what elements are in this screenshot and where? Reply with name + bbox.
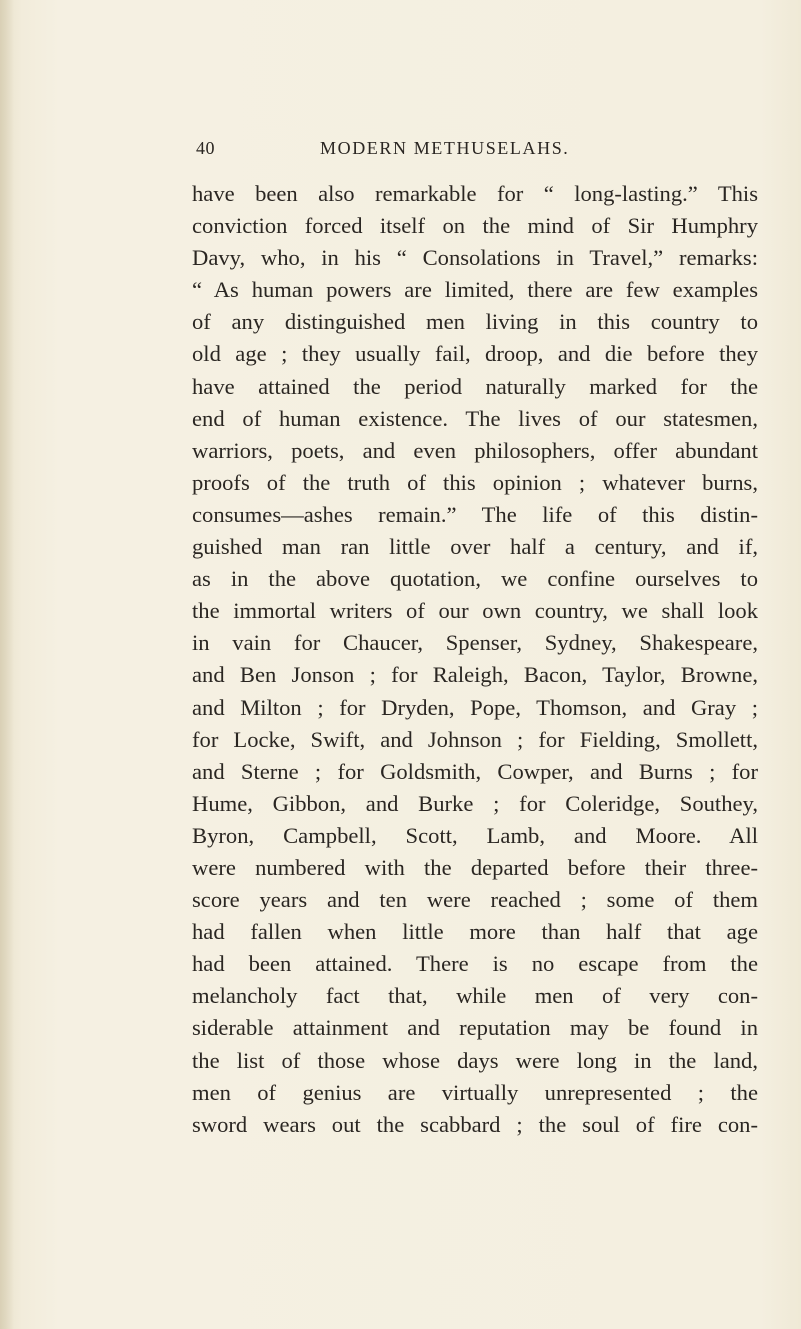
page-gutter-shadow [0, 0, 14, 1329]
text-line: conviction forced itself on the mind of Sir Humphry [192, 213, 758, 239]
text-line: and Milton ; for Dryden, Pope, Thomson, and Gray ; [192, 694, 758, 720]
text-line: had been attained. There is no escape from the [192, 951, 758, 977]
text-line: as in the above quotation, we confine ourselves to [192, 566, 758, 592]
text-line: have attained the period naturally marked for the [192, 373, 758, 399]
text-line: had fallen when little more than half that age [192, 919, 758, 945]
text-line: consumes—ashes remain.” The life of this distin- [192, 501, 758, 527]
text-line: proofs of the truth of this opinion ; whatever burns, [192, 469, 758, 495]
text-line: for Locke, Swift, and Johnson ; for Fielding, Smollett, [192, 726, 758, 752]
text-line: “ As human powers are limited, there are few examples [192, 277, 758, 303]
text-line: siderable attainment and reputation may be found in [192, 1015, 758, 1041]
text-line: Hume, Gibbon, and Burke ; for Coleridge, Southey, [192, 790, 758, 816]
text-line: old age ; they usually fail, droop, and die before they [192, 341, 758, 367]
text-line: the immortal writers of our own country, we shall look [192, 598, 758, 624]
page-number: 40 [196, 138, 215, 158]
text-line: warriors, poets, and even philosophers, offer abundant [192, 437, 758, 463]
text-line: and Ben Jonson ; for Raleigh, Bacon, Taylor, Browne, [192, 662, 758, 688]
text-line: men of genius are virtually unrepresented ; the [192, 1079, 758, 1105]
text-line: in vain for Chaucer, Spenser, Sydney, Shakespeare, [192, 630, 758, 656]
body-text [192, 178, 758, 1141]
text-line: the list of those whose days were long in the land, [192, 1047, 758, 1073]
text-line: score years and ten were reached ; some of them [192, 887, 758, 913]
text-line: and Sterne ; for Goldsmith, Cowper, and Burns ; for [192, 758, 758, 784]
text-line: of any distinguished men living in this country to [192, 309, 758, 335]
text-line: Byron, Campbell, Scott, Lamb, and Moore. All [192, 822, 758, 848]
text-line: have been also remarkable for “ long-lasting.” This [192, 181, 758, 206]
text-line: melancholy fact that, while men of very con- [192, 983, 758, 1009]
running-head: MODERN METHUSELAHS. [320, 138, 570, 158]
text-line: Davy, who, in his “ Consolations in Travel,” remarks: [192, 245, 758, 271]
text-line: end of human existence. The lives of our statesmen, [192, 405, 758, 431]
page-header [196, 138, 756, 164]
text-line: guished man ran little over half a century, and if, [192, 534, 758, 560]
text-line: were numbered with the departed before their three- [192, 854, 758, 880]
text-line: sword wears out the scabbard ; the soul of fire con- [192, 1111, 758, 1137]
